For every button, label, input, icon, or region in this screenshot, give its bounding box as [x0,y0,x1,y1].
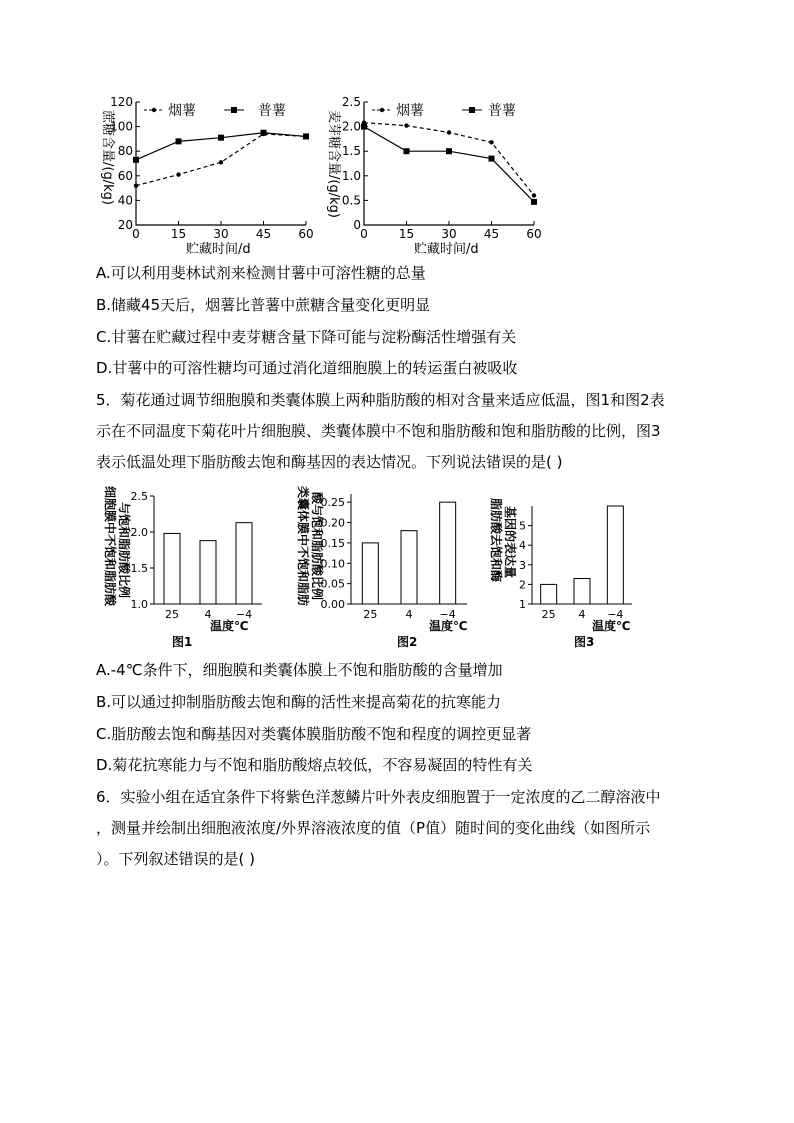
fig2-bar [440,502,456,604]
q4-option-a: A.可以利用斐林试剂来检测甘薯中可溶性糖的总量 [96,264,426,282]
q4-option-c: C.甘薯在贮藏过程中麦芽糖含量下降可能与淀粉酶活性增强有关 [96,328,517,346]
q5-option-b: B.可以通过抑制脂肪酸去饱和酶的活性来提高菊花的抗寒能力 [96,693,502,711]
fig2-ytick-label: 0.00 [320,598,345,611]
fig2-category-label: −4 [439,608,456,621]
chart1-legend-yanshu: 烟薯 [168,103,196,119]
fig3-ytick-label: 5 [519,519,526,533]
c2-ytick-label: 0 [353,218,361,232]
c2-ytick-label: 2.0 [341,119,361,134]
fig1-ytick-label: 2.0 [130,526,148,539]
c1-pushu-point [133,157,139,163]
fig3-bar [607,506,623,604]
chart2-legend-pushu: 普薯 [488,103,516,119]
c2-xtick-label: 45 [483,227,500,241]
c1-xtick-label: 30 [213,227,229,241]
c1-xtick-label: 0 [132,227,140,241]
fig1-category-label: −4 [235,608,253,621]
c2-pushu-point [361,124,367,130]
c1-ytick-label: 40 [117,193,133,208]
c1-ytick-label: 60 [117,168,133,183]
fig2-category-label: 25 [363,608,378,621]
c2-ytick-label: 0.5 [341,193,361,208]
c2-xtick-label: 15 [398,227,415,241]
c2-pushu-point [446,148,452,154]
c1-xtick-label: 15 [170,227,187,241]
fig1-category-label: 25 [165,608,179,621]
c1-pushu-point [303,133,309,139]
c1-pushu-point [176,138,182,144]
c2-yanshu-point [489,140,493,144]
fig3-category-label: 25 [541,608,556,621]
fig2-xlabel: 温度℃ [429,619,468,633]
c1-pushu-point [261,130,267,136]
c2-ytick-label: 1.5 [341,144,361,159]
fig3-ytick-label: 1 [519,598,526,611]
c1-yanshu-point [134,183,138,187]
fig1-bar [236,523,252,604]
fig2-ytick-label: 0.15 [320,536,345,550]
c2-pushu-point [404,148,410,154]
c2-xtick-label: 0 [360,227,368,241]
fig1-ytick-label: 1.5 [130,562,148,575]
c1-ytick-label: 20 [117,218,133,232]
c2-yanshu-point [447,130,451,134]
fig3-caption: 图3 [574,635,595,649]
fig2-bar-chart [287,480,477,652]
c2-ytick-label: 1.0 [341,168,361,183]
c1-series-yanshu-line [136,134,306,186]
c2-pushu-point [531,199,537,205]
fig1-bar [164,533,180,604]
chart1-xlabel: 贮藏时间/d [186,242,251,257]
c1-xtick-label: 60 [298,227,314,241]
fig2-bar [362,543,378,604]
fig1-caption: 图1 [172,635,193,649]
c2-pushu-point [489,156,495,162]
fig2-category-label: 4 [405,608,413,621]
fig1-category-label: 4 [204,608,212,621]
fig3-category-label: 4 [578,608,586,621]
fig3-bar [574,579,590,604]
q5-stem-line1: 5．菊花通过调节细胞膜和类囊体膜上两种脂肪酸的相对含量来适应低温，图1和图2表 [96,391,665,409]
c1-ytick-label: 80 [117,144,133,159]
fig2-caption: 图2 [397,635,418,649]
c2-xtick-label: 60 [526,227,542,241]
q6-stem-line3: ）。下列叙述错误的是( ) [96,850,255,868]
fig1-bar [200,541,216,604]
fig3-ytick-label: 4 [519,539,526,553]
fig3-ytick-label: 2 [519,578,526,592]
c1-ytick-label: 100 [110,119,133,134]
c2-ytick-label: 2.5 [341,95,361,109]
maltose-line-chart [322,92,552,257]
chart1-legend [144,102,286,119]
chart2-legend-yanshu: 烟薯 [396,103,424,119]
c1-yanshu-point [176,172,180,176]
fig3-category-label: −4 [607,608,624,621]
fig2-ytick-label: 0.10 [320,557,345,571]
fig1-xlabel: 温度℃ [210,619,249,633]
q4-option-b: B.储藏45天后，烟薯比普薯中蔗糖含量变化更明显 [96,296,431,314]
fig2-ylabel-line1: 类囊体膜中不饱和脂肪 [296,486,310,607]
q5-stem-line2: 示在不同温度下菊花叶片细胞膜、类囊体膜中不饱和脂肪酸和饱和脂肪酸的比例，图3 [96,422,661,440]
fig2-bar [401,531,417,604]
fig2-ytick-label: 0.25 [320,496,345,510]
c1-yanshu-point [219,160,223,164]
sucrose-line-chart [92,92,322,257]
chart2-ylabel: 麦芽糖含量/(g/kg) [326,110,341,218]
c1-ytick-label: 120 [110,95,133,109]
q5-option-a: A.-4℃条件下，细胞膜和类囊体膜上不饱和脂肪酸的含量增加 [96,661,503,679]
fig2-ytick-label: 0.20 [320,516,345,530]
q5-option-c: C.脂肪酸去饱和酶基因对类囊体膜脂肪酸不饱和程度的调控更显著 [96,725,532,743]
q5-option-d: D.菊花抗寒能力与不饱和脂肪酸熔点较低，不容易凝固的特性有关 [96,756,533,774]
q5-stem-line3: 表示低温处理下脂肪酸去饱和酶基因的表达情况。下列说法错误的是( ) [96,453,563,471]
fig1-ytick-label: 2.5 [130,490,148,503]
c1-xtick-label: 45 [255,227,272,241]
chart1-legend-pushu: 普薯 [258,103,286,119]
fig2-ylabel-line2: 酸与饱和脂肪酸比例 [310,492,324,601]
fig3-ylabel-line2: 基因的表达量 [503,506,517,579]
fig3-bar-chart [480,480,640,652]
c2-yanshu-point [404,123,408,127]
chart1-ylabel: 蔗糖含量/(g/kg) [100,110,115,205]
c2-yanshu-point [532,193,536,197]
c2-xtick-label: 30 [441,227,457,241]
chart2-xlabel: 贮藏时间/d [414,242,479,257]
fig3-bar [541,584,557,604]
q4-option-d: D.甘薯中的可溶性糖均可通过消化道细胞膜上的转运蛋白被吸收 [96,359,518,377]
fig2-ytick-label: 0.05 [320,577,345,591]
fig1-ytick-label: 1.0 [130,598,148,611]
fig3-ylabel-line1: 脂肪酸去饱和酶 [489,498,503,583]
q6-stem-line1: 6．实验小组在适宜条件下将紫色洋葱鳞片叶外表皮细胞置于一定浓度的乙二醇溶液中 [96,788,661,806]
fig3-xlabel: 温度℃ [592,619,631,633]
fig3-ytick-label: 3 [519,558,526,572]
c1-pushu-point [218,135,224,141]
q6-stem-line2: ，测量并绘制出细胞液浓度/外界溶液浓度的值（P值）随时间的变化曲线（如图所示 [96,819,651,837]
chart2-legend [372,102,516,119]
fig1-ylabel-line1: 细胞膜中不饱和脂肪酸 [103,486,117,607]
fig1-ylabel-line2: 与饱和脂肪酸比例 [117,502,131,599]
fig1-bar-chart [92,480,267,652]
